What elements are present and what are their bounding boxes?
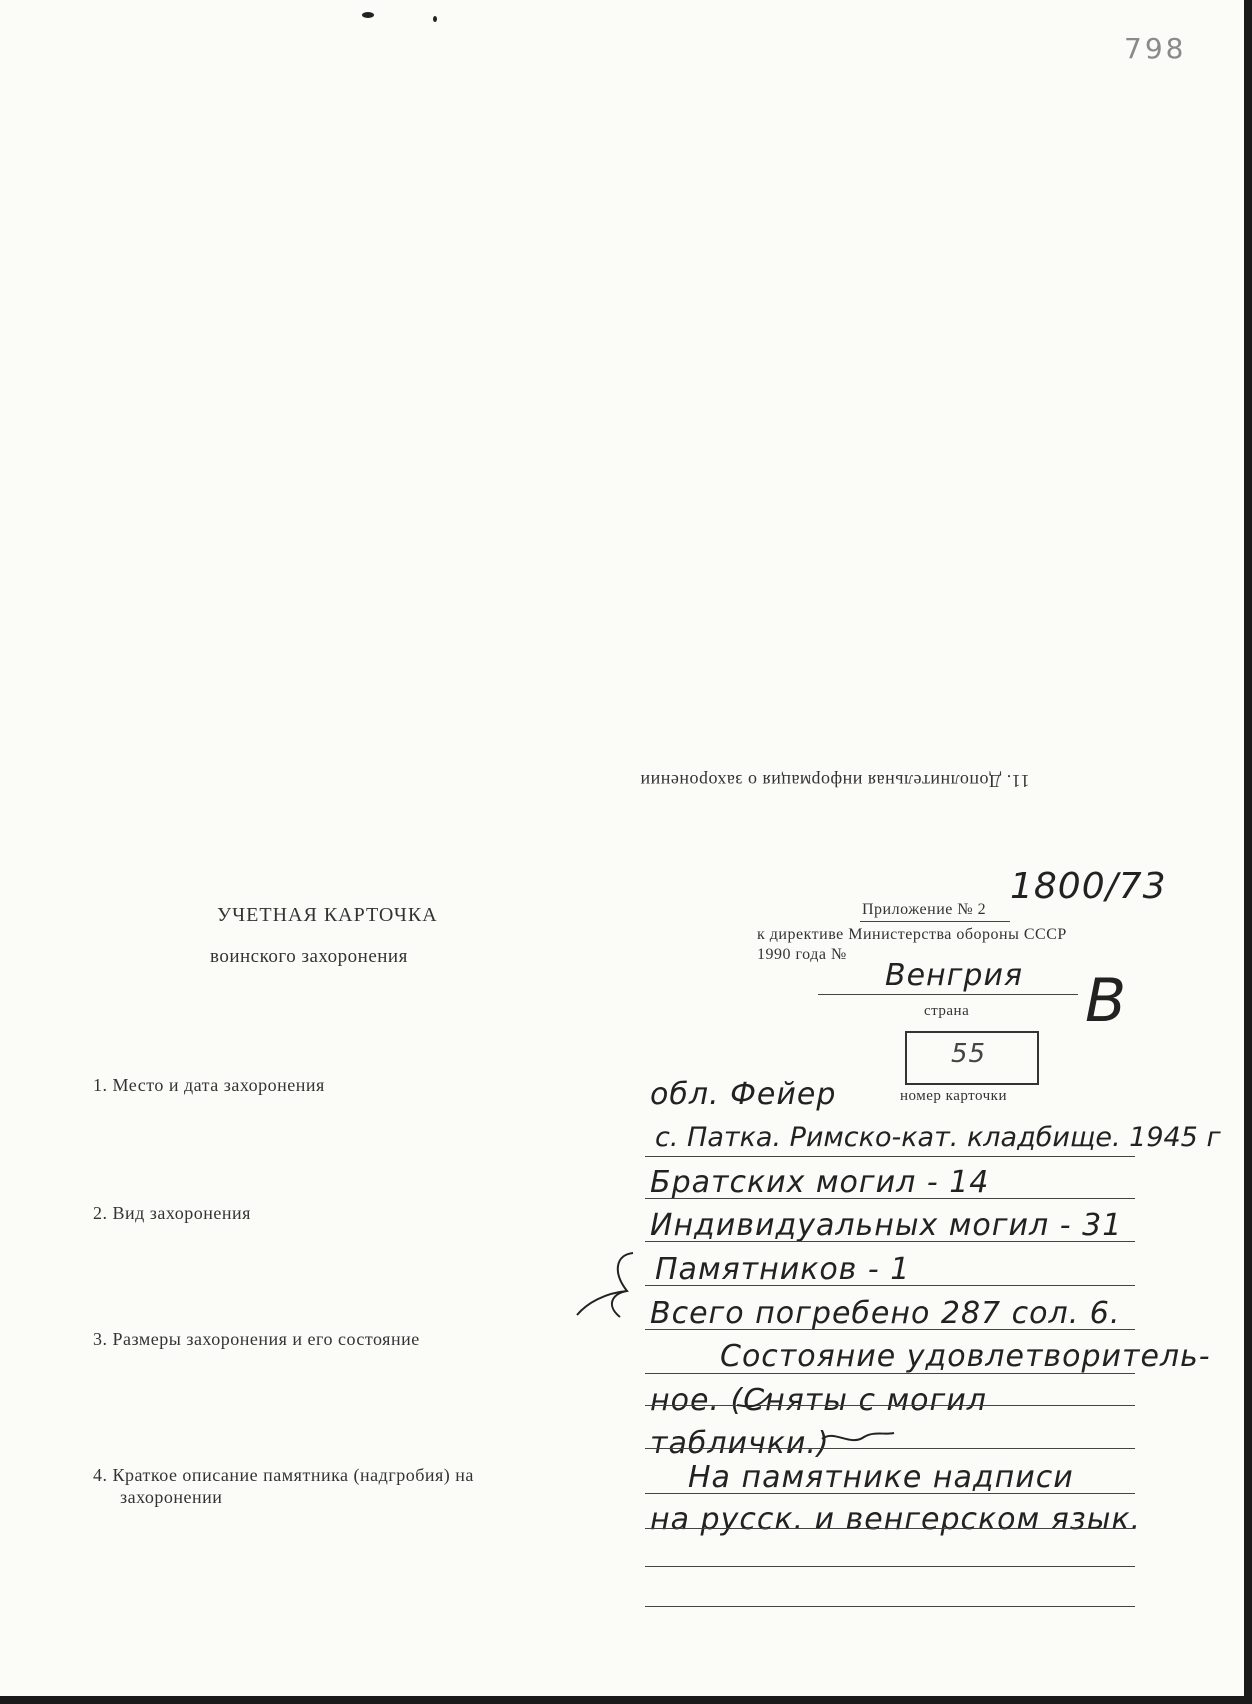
country-underline — [818, 994, 1078, 995]
handwritten-line-5: Памятников - 1 — [655, 1252, 911, 1287]
handwritten-line-8: ное. (Сняты с могил — [650, 1383, 987, 1418]
answer-underline — [645, 1329, 1135, 1330]
handwritten-line-4: Индивидуальных могил - 31 — [650, 1208, 1123, 1243]
handwritten-registration-number: 1800/73 — [1010, 866, 1167, 907]
item-3-label: 3. Размеры захоронения и его состояние — [93, 1329, 420, 1349]
card-number-label: номер карточки — [900, 1088, 1007, 1104]
ink-speck — [362, 12, 374, 18]
handwritten-line-3: Братских могил - 14 — [650, 1165, 990, 1200]
closing-tilde-mark — [820, 1425, 900, 1451]
country-label: страна — [924, 1003, 970, 1019]
card-title: УЧЕТНАЯ КАРТОЧКА — [217, 904, 438, 926]
answer-underline — [645, 1198, 1135, 1199]
answer-underline — [645, 1566, 1135, 1567]
appendix-line-1: Приложение № 2 — [862, 901, 987, 918]
handwritten-line-10: На памятнике надписи — [688, 1460, 1074, 1495]
item-4-label-continued: захоронении — [120, 1487, 223, 1507]
answer-underline — [645, 1606, 1135, 1607]
country-value: Венгрия — [885, 958, 1024, 993]
answer-underline — [645, 1241, 1135, 1242]
answer-underline — [645, 1405, 1135, 1406]
answer-underline — [645, 1373, 1135, 1374]
country-letter: В — [1085, 966, 1128, 1036]
answer-underline — [645, 1156, 1135, 1157]
paren-arrow-mark — [735, 1383, 795, 1415]
appendix-line-3: 1990 года № — [757, 946, 847, 963]
upside-down-heading: 11. Дополнительная информация о захоронении — [640, 771, 1030, 791]
card-number-value: 55 — [951, 1039, 987, 1069]
handwritten-line-9: таблички.) — [650, 1426, 830, 1461]
handwritten-line-7: Состояние удовлетворитель- — [720, 1339, 1211, 1374]
answer-underline — [645, 1285, 1135, 1286]
handwritten-line-1: обл. Фейер — [650, 1077, 837, 1112]
ink-speck — [433, 16, 437, 22]
handwritten-line-11: на русск. и венгерском язык. — [650, 1502, 1142, 1537]
bracket-arrow-mark — [575, 1245, 655, 1355]
appendix-line-2: к директиве Министерства обороны СССР — [757, 926, 1067, 943]
card-subtitle: воинского захоронения — [210, 946, 408, 967]
pencil-page-number: 798 — [1124, 32, 1187, 65]
item-4-label: 4. Краткое описание памятника (надгробия) на — [93, 1465, 474, 1485]
handwritten-line-6: Всего погребено 287 сол. 6. — [650, 1296, 1121, 1331]
handwritten-line-2: с. Патка. Римско-кат. кладбище. 1945 г — [655, 1122, 1221, 1153]
answer-underline — [645, 1528, 1135, 1529]
answer-underline — [645, 1493, 1135, 1494]
appendix-underline — [860, 921, 1010, 922]
item-1-label: 1. Место и дата захоронения — [93, 1075, 325, 1095]
item-2-label: 2. Вид захоронения — [93, 1203, 251, 1223]
